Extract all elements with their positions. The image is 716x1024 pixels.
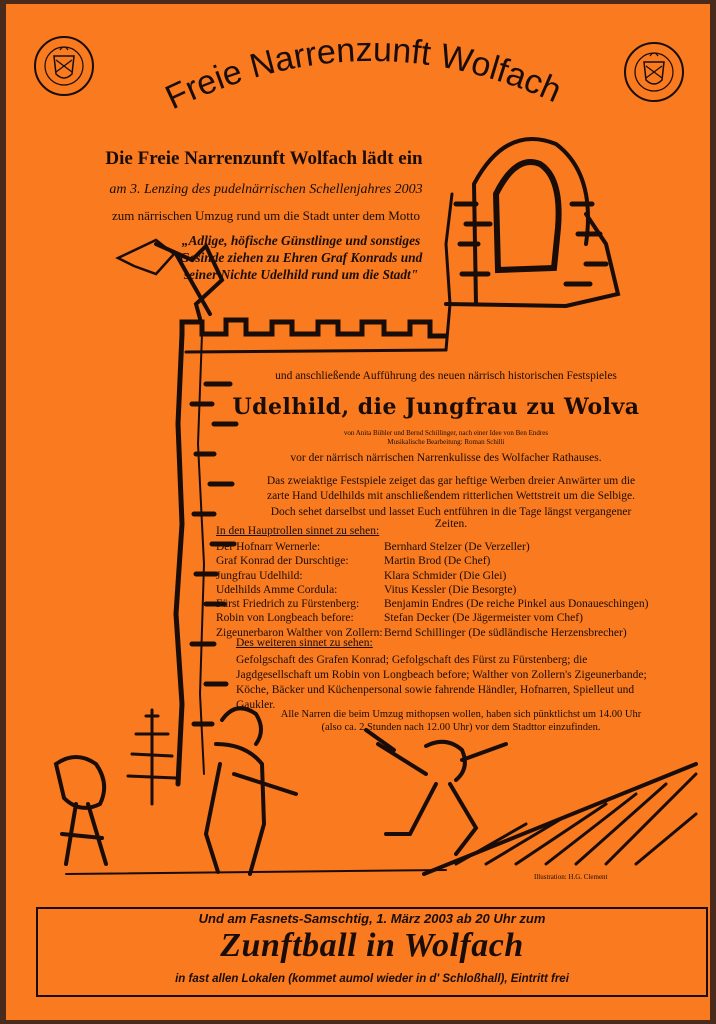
poster-title: Freie Narrenzunft Wolfach — [159, 30, 568, 117]
ball-intro: Und am Fasnets-Samschtig, 1. März 2003 ab 20 Uhr zum — [198, 911, 546, 926]
play-intro: und anschließende Aufführung des neuen närrisch historischen Festspieles — [275, 370, 617, 382]
ball-title: Zunftball in Wolfach — [220, 927, 524, 964]
motto-intro: zum närrischen Umzug rund um die Stadt unter dem Motto — [112, 208, 420, 223]
cast-row — [216, 583, 656, 597]
illustration-credit: Illustration: H.G. Clement — [534, 873, 608, 881]
cast-role: Fürst Friedrich zu Fürstenberg: — [216, 598, 360, 611]
further-heading: Des weiteren sinnet zu sehen: — [236, 637, 373, 649]
cast-actor: Stefan Decker (De Jägermeister vom Chef) — [384, 612, 583, 625]
credits-authors: von Anita Bühler und Bernd Schillinger, nach einer Idee von Ben Endres — [343, 429, 549, 437]
cast-role: Der Hofnarr Wernerle: — [216, 541, 321, 553]
cast-role: Zigeunerbaron Walther von Zollern: — [216, 626, 383, 639]
cast-role: Robin von Longbeach before: — [216, 612, 354, 625]
play-description: Das zweiaktige Festspiele zeiget das gar heftige Werben dreier Anwärter um die zarte Hand Udelhilds mit anschließendem ritterlichen Wettstreit um die Selbige. — [266, 475, 636, 502]
date-line: am 3. Lenzing des pudelnärrischen Schellenjahres 2003 — [109, 182, 423, 197]
credits-music: Musikalische Bearbeitung: Roman Schilli — [387, 437, 505, 446]
cast-actor: Bernd Schillinger (De südländische Herzensbrecher) — [384, 626, 627, 639]
invitation-headline: Die Freie Narrenzunft Wolfach lädt ein — [105, 148, 423, 169]
poster — [6, 4, 710, 1020]
cast-list — [216, 540, 656, 640]
play-closing: Doch sehet darselbst und lasset Euch entführen in die Tage längst vergangener Zeiten. — [270, 506, 632, 530]
cast-role: Jungfrau Udelhild: — [216, 569, 303, 582]
zunftball-box — [36, 907, 708, 997]
cast-actor: Vitus Kessler (Die Besorgte) — [384, 583, 517, 596]
cast-actor: Martin Brod (De Chef) — [384, 555, 491, 568]
cast-role: Udelhilds Amme Cordula: — [216, 583, 338, 596]
play-venue: vor der närrisch närrischen Narrenkulisse des Wolfacher Rathauses. — [290, 452, 602, 464]
cast-actor: Benjamin Endres (De reiche Pinkel aus Donaueschingen) — [384, 598, 649, 611]
cast-row — [216, 569, 656, 583]
further-text: Gefolgschaft des Grafen Konrad; Gefolgschaft des Fürst zu Fürstenberg; die Jagdgesellschaft um Robin von Longbeach before; Walther von Zollern's Zigeunerbande; Köche, Bäcker und Küchenpersonal sowie fahrende Händler, Hofnarren, Spielleut und Gaukler. — [236, 654, 647, 711]
play-title: Udelhild, die Jungfrau zu Wolva — [232, 394, 640, 420]
play-credits — [266, 429, 626, 447]
cast-heading: In den Hauptrollen sinnet zu sehen: — [216, 525, 380, 537]
parade-note: Alle Narren die beim Umzug mithopsen wollen, haben sich pünktlichst um 14.00 Uhr (also ca. 2 Stunden nach 12.00 Uhr) vor dem Stadttor einzufinden. — [280, 709, 642, 734]
cast-actor: Klara Schmider (Die Glei) — [384, 569, 507, 582]
cast-row — [216, 597, 656, 611]
motto: „Adlige, höfische Günstlinge und sonstiges Gesinde ziehen zu Ehren Graf Konrads und seiner Nichte Udelhild rund um die Stadt" — [179, 233, 423, 283]
cast-row — [216, 540, 656, 554]
cast-row — [216, 611, 656, 625]
ball-info: in fast allen Lokalen (kommet aumol wieder in d' Schloßhall), Eintritt frei — [175, 973, 569, 985]
cast-role: Graf Konrad der Durschtige: — [216, 555, 349, 568]
cast-actor: Bernhard Stelzer (De Verzeller) — [384, 541, 530, 553]
cast-row — [216, 554, 656, 568]
